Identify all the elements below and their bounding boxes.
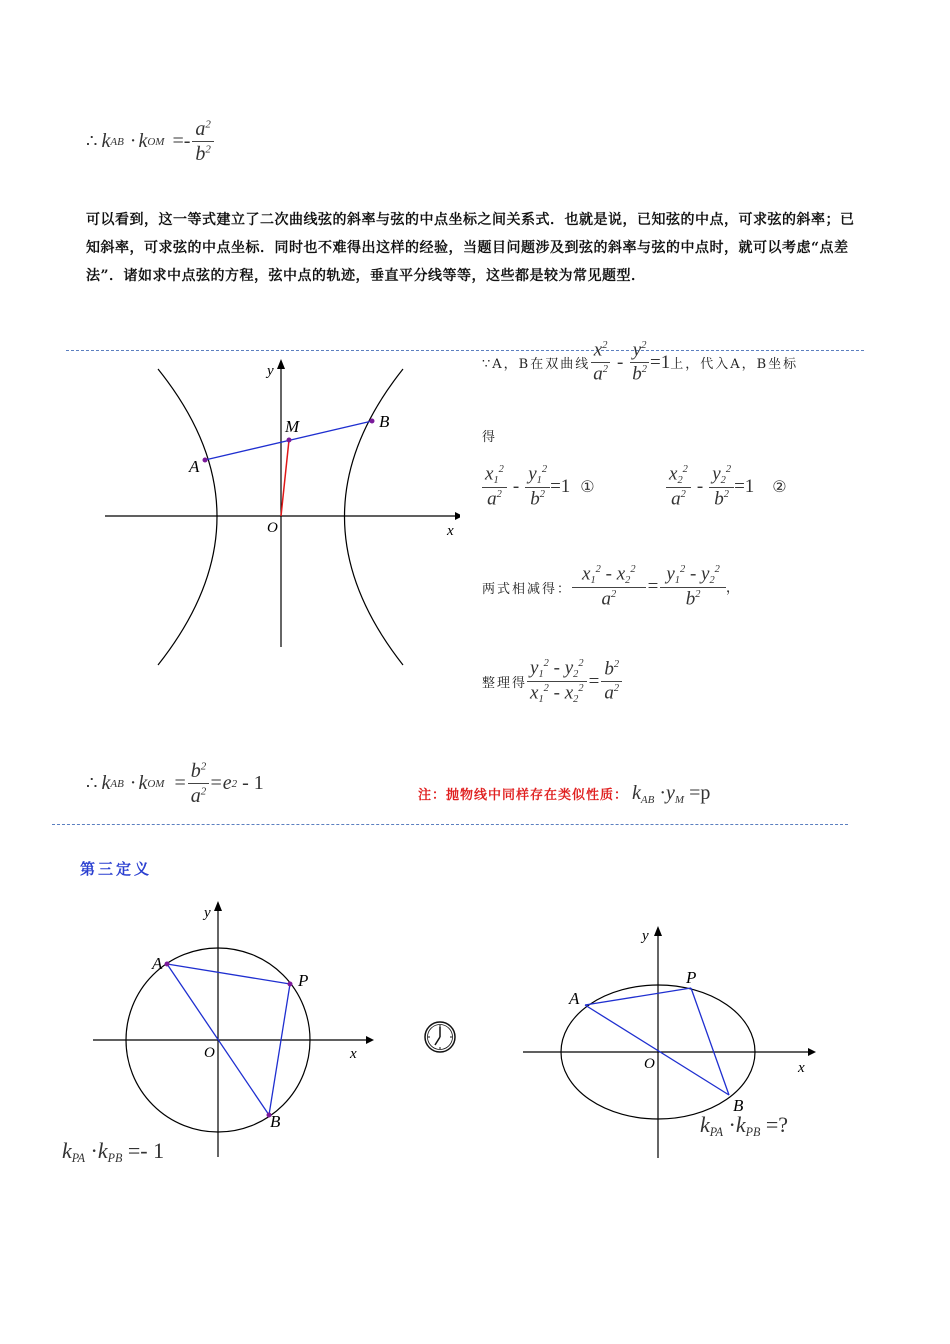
ellipse-caption: $k_{PA} \cdot k_{PB}$ =? — [700, 1112, 789, 1140]
circle-y-label: y — [204, 905, 211, 921]
k-om-symbol: k — [138, 130, 148, 152]
third-definition-title: 第三定义 — [80, 860, 153, 878]
point-a-label: A — [189, 457, 200, 476]
circle-point-p-dot — [288, 982, 293, 987]
circle-point-a-label: A — [152, 954, 163, 973]
substitute-coordinates-text: 上，代入A，B坐标 — [670, 357, 799, 373]
parabola-note — [418, 782, 710, 806]
hyperbola-eq-rhs: =1 — [649, 351, 671, 373]
eq1-marker: ① — [580, 479, 595, 497]
arrange-label: 整理得 — [482, 676, 528, 692]
ellipse-y-label: y — [642, 928, 649, 944]
subtract-end: ， — [725, 581, 740, 597]
subtract-label: 两式相减得： — [482, 581, 573, 597]
derivation-line-1 — [482, 340, 798, 385]
dot-operator: · — [129, 130, 137, 152]
y-axis-label: y — [267, 363, 274, 379]
formula-top — [86, 118, 214, 165]
hyperbola-figure — [100, 355, 460, 675]
ellipse-chord-pb — [691, 988, 729, 1095]
numerator-a: a — [195, 118, 206, 140]
therefore-symbol: ∴ — [86, 131, 98, 151]
hyperbola-left-branch — [158, 369, 217, 665]
a2-over-b2-fraction — [192, 118, 214, 165]
ellipse-diameter-ab — [585, 1005, 729, 1095]
circle-caption-eq: =- 1 — [127, 1138, 165, 1163]
eq2-rhs: =1 — [734, 476, 755, 498]
circle-point-b-label: B — [270, 1112, 281, 1131]
equals-minus: =- — [172, 130, 191, 152]
divider-bottom — [52, 824, 848, 825]
equation-2: $\frac{x_2^2}{a^2}$ - $\frac{y_2^2}{b^2}$ =1 ② — [666, 464, 787, 511]
circle-origin-label: O — [204, 1045, 215, 1061]
point-b-label: B — [379, 412, 390, 431]
ellipse-y-axis-arrow — [654, 926, 662, 936]
derivation-line-2: 得 — [482, 430, 498, 445]
ellipse-point-a-label: A — [569, 989, 580, 1008]
circle-x-axis-arrow — [366, 1036, 374, 1044]
ellipse-x-label: x — [798, 1060, 805, 1076]
hyperbola-right-branch — [345, 369, 404, 665]
origin-label: O — [267, 520, 278, 536]
circle-x-label: x — [350, 1046, 357, 1062]
ellipse-x-axis-arrow — [808, 1048, 816, 1056]
explanation-paragraph: 可以看到，这一等式建立了二次曲线弦的斜率与弦的中点坐标之间关系式．也就是说，已知弦的中点，可求弦的斜率；已知斜率，可求弦的中点坐标．同时也不难得出这样的经验，当题目问题涉及到弦的斜率与弦的中点时，就可以考虑“点差法”．诸如求中点弦的方程，弦中点的轨迹，垂直平分线等等，这些都是较为常见题型． — [86, 212, 855, 284]
numerator-sup: 2 — [205, 118, 211, 131]
note-formula-eq: =p — [689, 782, 711, 804]
subtract-equation: $\frac{x_1^2 - x_2^2}{a^2}$ = $\frac{y_1^2 - y_2^2}{b^2}$ ， — [572, 564, 740, 611]
conclusion-e-sup: 2 — [231, 777, 238, 790]
hyperbola-equation: $\frac{x^2}{a^2}$ - $\frac{y^2}{b^2}$ =1 — [590, 340, 670, 385]
denominator-sup: 2 — [205, 143, 211, 156]
ellipse-origin-label: O — [644, 1056, 655, 1072]
ellipse-point-p-label: P — [686, 968, 697, 987]
clock-icon — [423, 1020, 457, 1054]
conclusion-eq2: =e — [209, 772, 232, 794]
x-axis-label: x — [447, 523, 454, 539]
arrange-step — [482, 658, 622, 706]
circle-chord-ap — [167, 964, 290, 984]
segment-om — [281, 440, 289, 516]
x-axis-arrow — [455, 512, 460, 520]
given-ab-on-hyperbola: ∵A，B在双曲线 — [482, 357, 591, 373]
point-a-dot — [203, 458, 208, 463]
circle-point-a-dot — [165, 962, 170, 967]
circle-caption: $k_{PA} \cdot k_{PB} =- 1$ — [62, 1138, 165, 1166]
circle-chord-pb — [269, 984, 290, 1115]
point-b-dot — [370, 419, 375, 424]
circle-y-axis-arrow — [214, 901, 222, 911]
point-m-label: M — [285, 417, 300, 436]
note-text: 注：抛物线中同样存在类似性质： — [418, 788, 629, 804]
circle-figure — [88, 895, 378, 1165]
subtract-step — [482, 564, 740, 611]
k-ab-symbol: k — [101, 130, 111, 152]
ellipse-chord-ap — [585, 988, 691, 1005]
k-om-subscript: OM — [147, 135, 165, 148]
conclusion-formula: ∴ k AB · k OM = $\frac{b^2}{a^2}$ =e 2 - 1 — [86, 760, 264, 807]
arrange-equation: $\frac{y_1^2 - y_2^2}{x_1^2 - x_2^2}$ = $\frac{b^2}{a^2}$ — [527, 658, 622, 706]
ellipse-point-b-label: B — [733, 1096, 744, 1115]
eq2-marker: ② — [772, 479, 787, 497]
k-ab-subscript: AB — [110, 135, 124, 148]
ellipse-caption-eq: =? — [765, 1112, 789, 1137]
y-axis-arrow — [277, 359, 285, 369]
conclusion-tail: - 1 — [237, 772, 264, 794]
eq1-rhs: =1 — [550, 476, 571, 498]
conclusion-eq1: = — [174, 772, 186, 794]
therefore-symbol-2: ∴ — [86, 773, 98, 793]
equation-1: $\frac{x_1^2}{a^2}$ - $\frac{y_1^2}{b^2}$ =1 ① — [482, 464, 595, 511]
point-m-dot — [287, 438, 292, 443]
note-formula: $k_{AB} \cdot y_M =p$ — [632, 782, 711, 806]
denominator-b: b — [195, 143, 206, 165]
circle-point-p-label: P — [298, 971, 309, 990]
